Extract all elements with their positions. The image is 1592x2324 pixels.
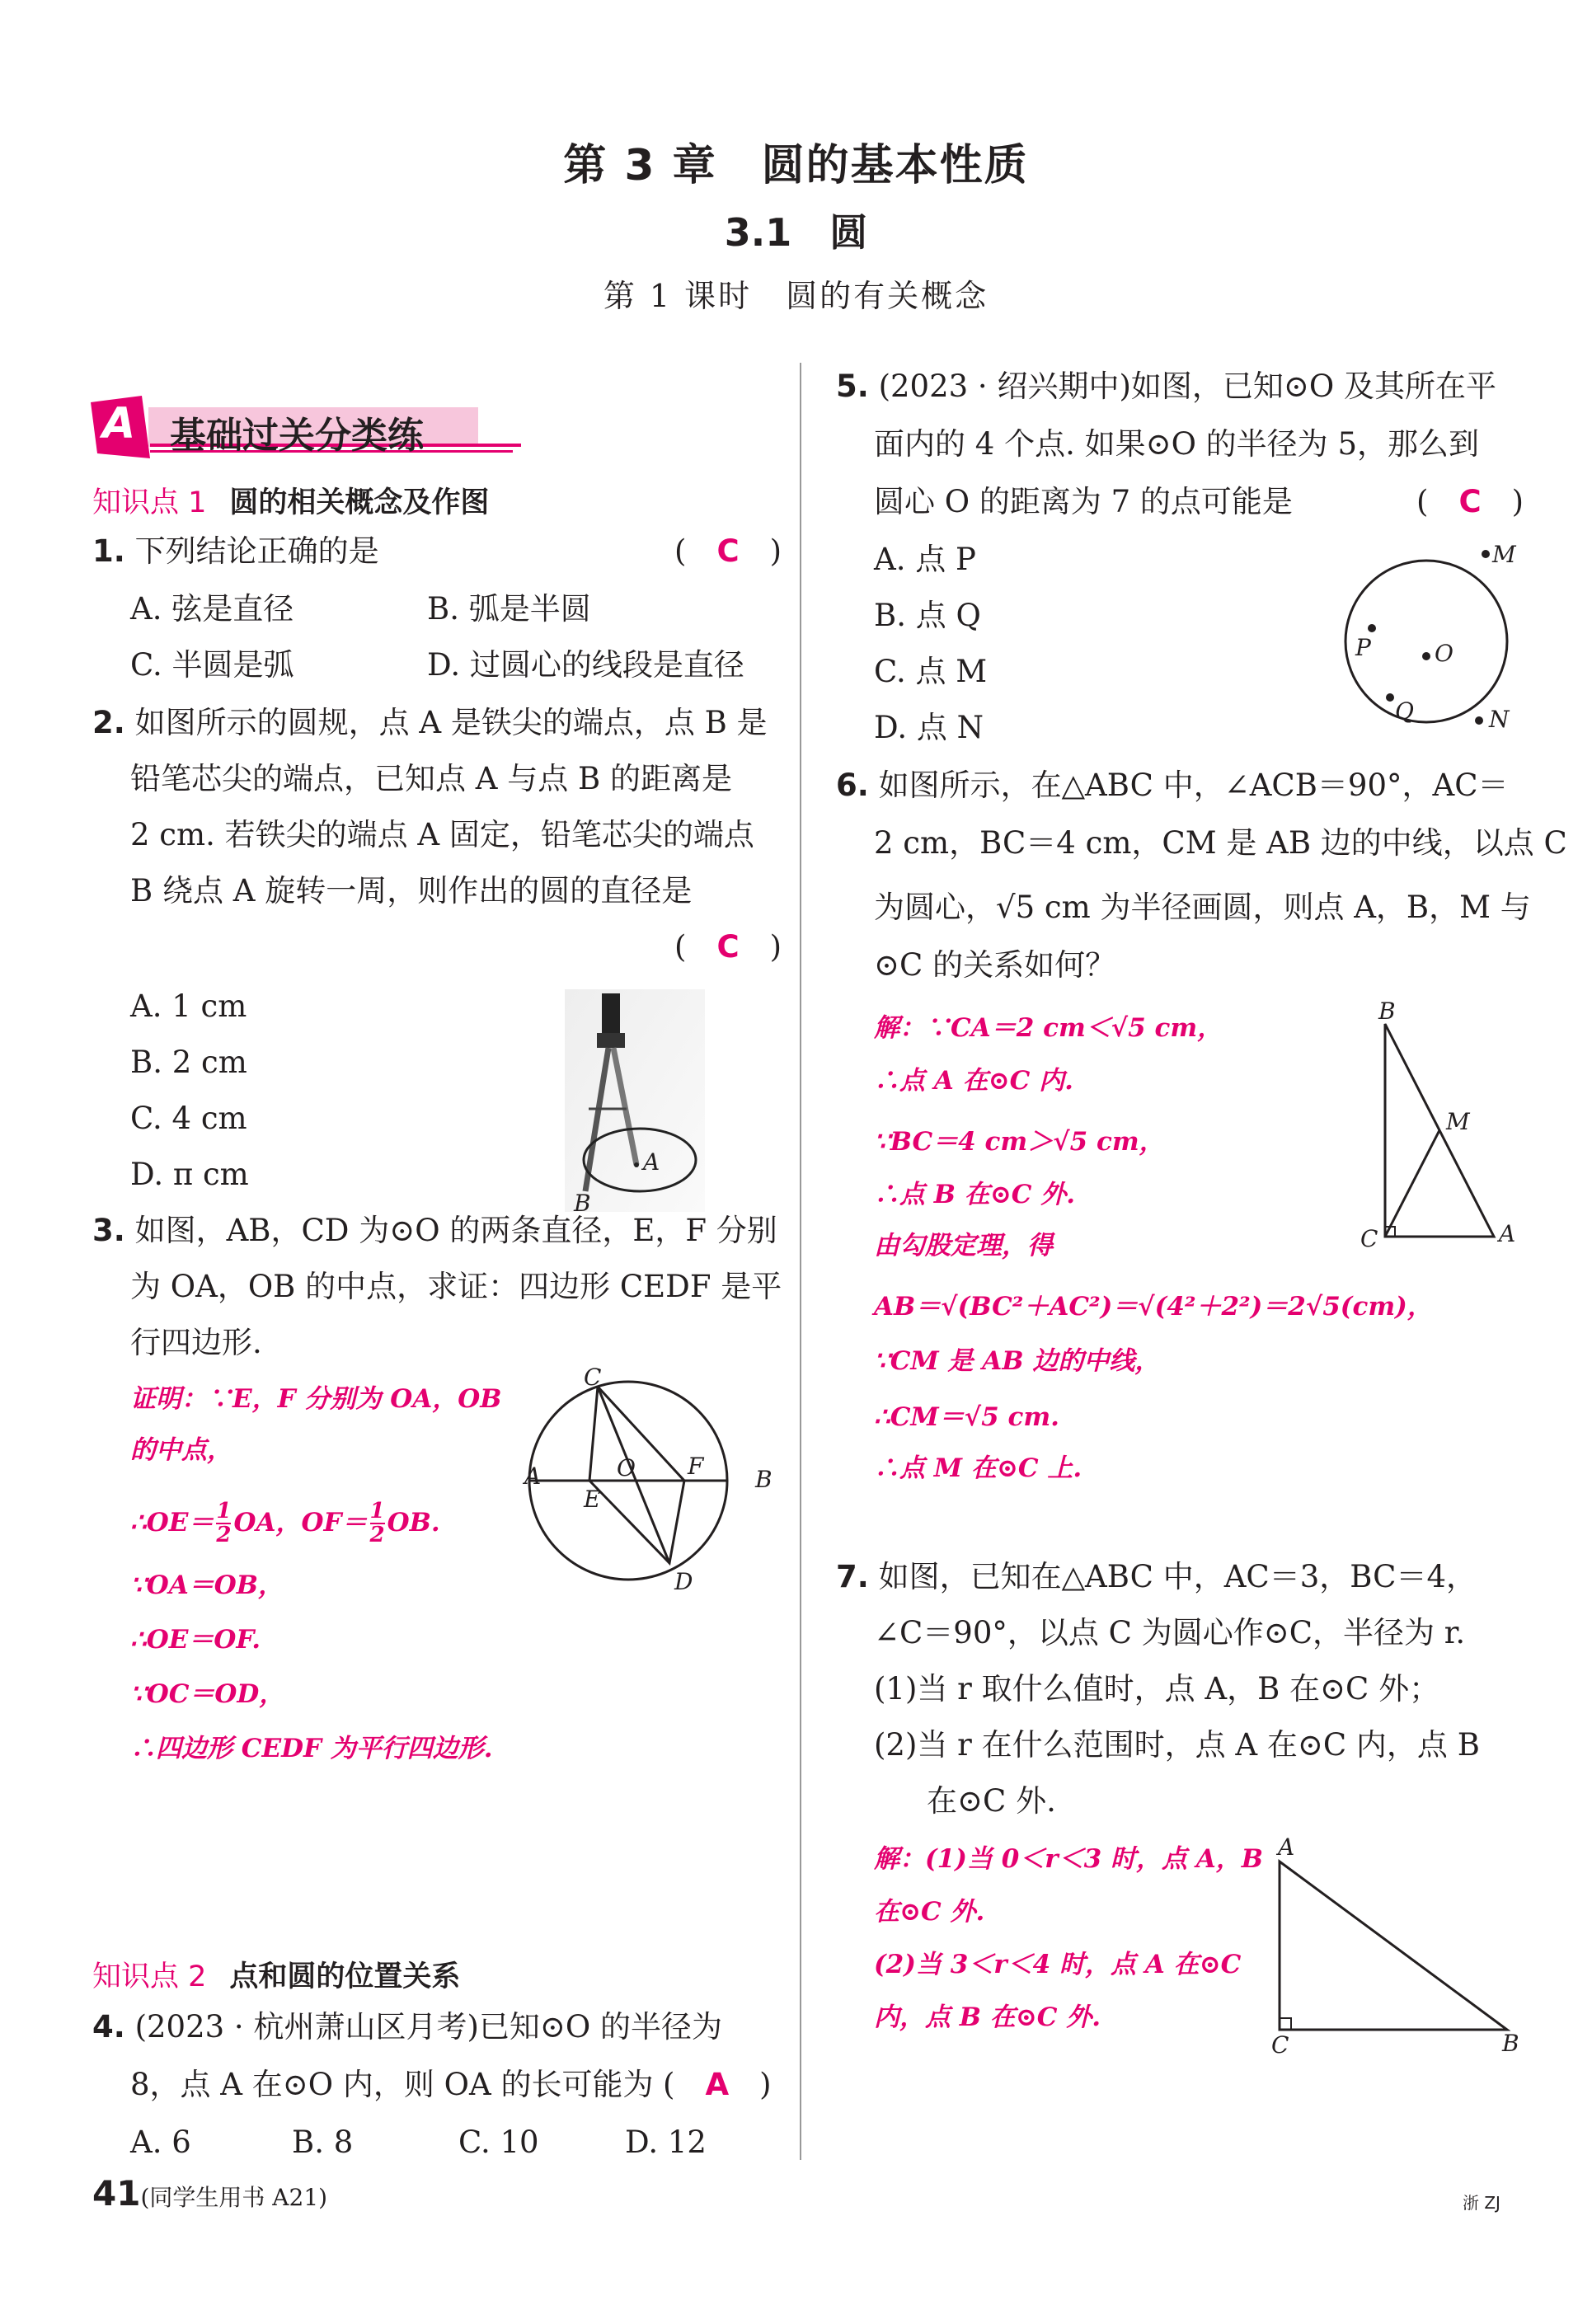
option-c: C. 半圆是弧 (130, 647, 294, 683)
section-title: 3.1 圆 (724, 210, 868, 255)
knowledge-point-1 (92, 480, 489, 521)
edition-mark: 浙 ZJ (1463, 2193, 1500, 2213)
q-number: 5. (836, 369, 869, 404)
answer: C (716, 929, 740, 965)
point-label: B (755, 1466, 773, 1493)
solution-line: 解：∵CA＝2 cm＜√5 cm， (874, 1013, 1223, 1043)
point-label: A (524, 1462, 542, 1490)
option-b: B. 点 Q (874, 598, 981, 633)
point-label: C (1360, 1225, 1378, 1252)
q-line: ∠C＝90°，以点 C 为圆心作⊙C，半径为 r. (874, 1615, 1466, 1650)
option-c: C. 点 M (874, 654, 988, 689)
solution-line (130, 1500, 440, 1547)
fraction-denominator: 2 (216, 1523, 232, 1548)
kp-title: 点和圆的位置关系 (229, 1960, 461, 1993)
q-line: 2 cm，BC＝4 cm，CM 是 AB 边的中线，以点 C (874, 825, 1567, 861)
q-line: 圆心 O 的距离为 7 的点可能是 (874, 484, 1293, 519)
option-b: B. 2 cm (130, 1045, 247, 1080)
point-label: B (574, 1190, 591, 1217)
fraction (370, 1500, 385, 1547)
solution-line: 的中点， (130, 1435, 232, 1465)
option-a: A. 1 cm (130, 988, 247, 1024)
answer-bracket: ( C ) (1416, 484, 1524, 519)
solution-line: ∵OA＝OB， (130, 1570, 284, 1600)
fraction-denominator: 2 (369, 1523, 385, 1548)
solution-text: ∴OE＝ (130, 1507, 214, 1538)
q-line: 铅笔芯尖的端点，已知点 A 与点 B 的距离是 (130, 761, 732, 796)
option-d: D. 点 N (874, 710, 984, 745)
solution-line: ∵OC＝OD， (130, 1679, 285, 1709)
solution-line: ∴点 B 在⊙C 外. (874, 1180, 1076, 1209)
option-d: D. 过圆心的线段是直径 (427, 647, 744, 683)
banner-letter: A (102, 399, 136, 448)
answer: C (1458, 484, 1482, 519)
q-line: 2 cm. 若铁尖的端点 A 固定，铅笔芯尖的端点 (130, 817, 754, 852)
knowledge-point-2 (92, 1954, 460, 1995)
answer-bracket: ( A ) (663, 2067, 772, 2102)
point-label: O (617, 1454, 636, 1481)
option-b: B. 8 (292, 2124, 354, 2160)
book-ref: (同学生用书 A21) (140, 2184, 328, 2211)
q-line: 在⊙C 外. (927, 1783, 1056, 1819)
solution-line: 证明：∵E，F 分别为 OA，OB (130, 1384, 502, 1414)
fraction-numerator: 1 (216, 1499, 232, 1524)
kp-label: 知识点 1 (92, 486, 207, 519)
q-line: 面内的 4 个点. 如果⊙O 的半径为 5，那么到 (874, 426, 1479, 462)
fraction-numerator: 1 (369, 1499, 385, 1524)
answer-bracket: ( C ) (674, 533, 782, 569)
solution-line: 内，点 B 在⊙C 外. (874, 2002, 1101, 2032)
solution-line: 解：(1)当 0＜r＜3 时，点 A，B (874, 1844, 1264, 1874)
point-label: F (688, 1453, 704, 1480)
q-number: 6. (836, 768, 869, 803)
point-label: B (1502, 2030, 1519, 2057)
circle-points-figure (1336, 536, 1533, 742)
solution-text: OB. (387, 1507, 440, 1538)
solution-line: (2)当 3＜r＜4 时，点 A 在⊙C (874, 1950, 1242, 1979)
banner-title: 基础过关分类练 (170, 415, 424, 457)
q-line: 如图所示的圆规，点 A 是铁尖的端点，点 B 是 (134, 705, 768, 740)
option-a: A. 6 (130, 2124, 191, 2160)
chapter-title: 第 3 章 圆的基本性质 (563, 141, 1029, 190)
option-b: B. 弧是半圆 (427, 591, 591, 627)
q-line: ⊙C 的关系如何？ (874, 947, 1116, 983)
point-label: N (1489, 706, 1510, 733)
page-number: 41 (92, 2173, 141, 2214)
solution-line: ∴CM＝√5 cm. (874, 1402, 1059, 1432)
solution-line: AB＝√(BC²＋AC²)＝√(4²＋2²)＝2√5(cm)， (874, 1292, 1433, 1322)
q-line: 为 OA，OB 的中点，求证：四边形 CEDF 是平 (130, 1269, 782, 1304)
point-label: M (1492, 541, 1516, 568)
point-label: Q (1395, 697, 1414, 725)
compass-figure (561, 985, 709, 1216)
q-number: 4. (92, 2009, 125, 2045)
point-label: A (643, 1148, 660, 1176)
answer: A (705, 2067, 730, 2102)
point-label: P (1355, 634, 1371, 661)
solution-text: OA，OF＝ (233, 1507, 368, 1538)
point-label: A (1278, 1833, 1295, 1861)
q-number: 1. (92, 533, 125, 569)
option-c: C. 10 (458, 2124, 539, 2160)
q-line: (2)当 r 在什么范围时，点 A 在⊙C 内，点 B (874, 1727, 1480, 1763)
solution-line: ∵CM 是 AB 边的中线， (874, 1346, 1161, 1376)
circle-diameters-figure (524, 1364, 775, 1598)
q-line: 如图，AB，CD 为⊙O 的两条直径，E，F 分别 (134, 1213, 777, 1248)
answer-bracket: ( C ) (674, 929, 782, 965)
point-label: A (1499, 1220, 1516, 1247)
right-triangle-figure (1352, 998, 1533, 1253)
q-line: B 绕点 A 旋转一周，则作出的圆的直径是 (130, 873, 693, 908)
section-banner (91, 396, 528, 458)
kp-label: 知识点 2 (92, 1960, 207, 1993)
q-number: 7. (836, 1559, 869, 1594)
answer: C (716, 533, 740, 569)
fraction (216, 1500, 231, 1547)
q-number: 2. (92, 705, 125, 740)
option-d: D. 12 (625, 2124, 707, 2160)
q-line: 8，点 A 在⊙O 内，则 OA 的长可能为 (130, 2067, 654, 2102)
option-d: D. π cm (130, 1157, 249, 1192)
q-stem: 下列结论正确的是 (134, 533, 379, 569)
q-line: 如图所示，在△ABC 中，∠ACB＝90°，AC＝ (878, 768, 1509, 803)
lesson-title: 第 1 课时 圆的有关概念 (603, 278, 989, 314)
q-number: 3. (92, 1213, 125, 1248)
solution-line: 在⊙C 外. (874, 1897, 985, 1927)
q-line: 行四边形. (130, 1325, 262, 1360)
point-label: O (1435, 640, 1453, 667)
solution-line: ∴四边形 CEDF 为平行四边形. (130, 1734, 493, 1763)
kp-title: 圆的相关概念及作图 (229, 486, 490, 519)
solution-line: ∴点 A 在⊙C 内. (874, 1066, 1073, 1096)
point-label: D (674, 1568, 693, 1595)
point-label: C (1271, 2031, 1289, 2059)
option-c: C. 4 cm (130, 1101, 247, 1136)
solution-line: ∴OE＝OF. (130, 1625, 261, 1655)
solution-line: 由勾股定理，得 (874, 1231, 1053, 1261)
point-label: B (1378, 998, 1396, 1025)
point-label: M (1446, 1108, 1470, 1135)
point-label: E (584, 1486, 601, 1513)
q-line: (1)当 r 取什么值时，点 A，B 在⊙C 外； (874, 1671, 1440, 1707)
option-a: A. 点 P (874, 542, 976, 577)
page-footer (92, 2173, 327, 2214)
solution-line: ∴点 M 在⊙C 上. (874, 1453, 1082, 1483)
solution-line: ∵BC＝4 cm＞√5 cm， (874, 1127, 1165, 1157)
column-divider (800, 363, 801, 2160)
option-a: A. 弦是直径 (130, 591, 294, 627)
point-label: C (584, 1364, 602, 1391)
triangle-figure (1253, 1832, 1533, 2059)
q-line: (2023 · 杭州萧山区月考)已知⊙O 的半径为 (134, 2009, 722, 2045)
q-line: (2023 · 绍兴期中)如图，已知⊙O 及其所在平 (878, 369, 1496, 404)
q-line: 为圆心，√5 cm 为半径画圆，则点 A，B，M 与 (874, 890, 1531, 925)
q-line: 如图，已知在△ABC 中，AC＝3，BC＝4， (878, 1559, 1477, 1594)
